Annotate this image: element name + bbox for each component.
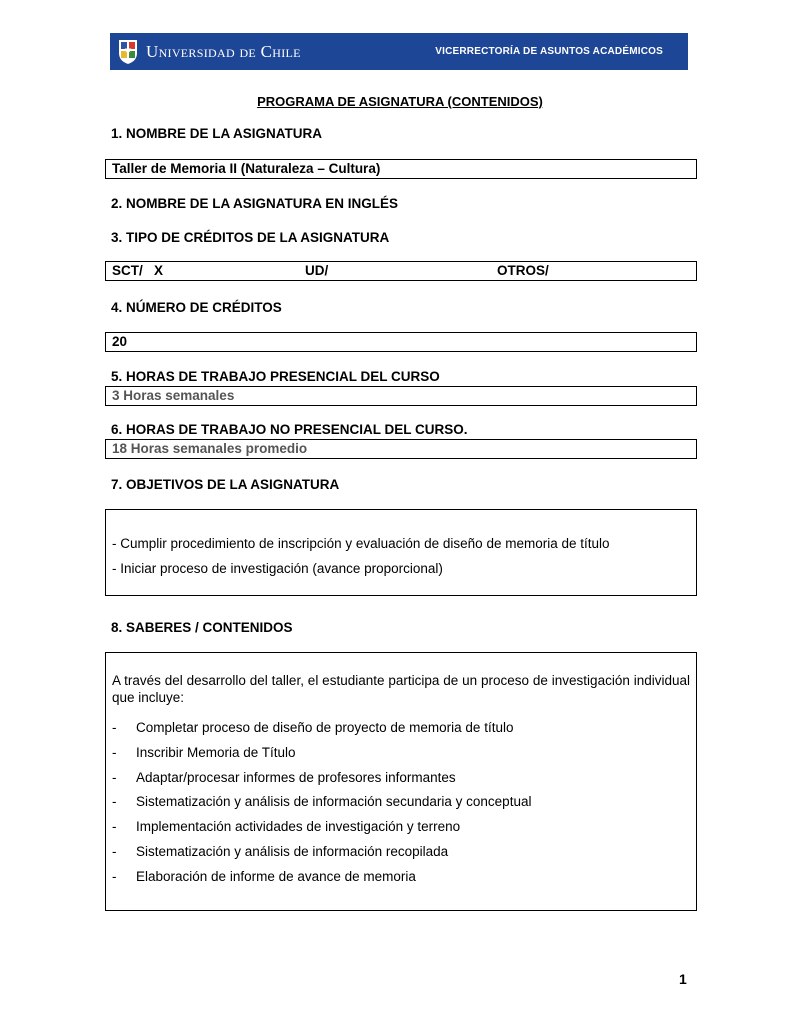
credit-type-ud: UD/ <box>305 263 329 278</box>
section-4-heading: 4. NÚMERO DE CRÉDITOS <box>111 300 282 315</box>
section-3-heading: 3. TIPO DE CRÉDITOS DE LA ASIGNATURA <box>111 230 390 245</box>
content-item: - Elaboración de informe de avance de memoria <box>112 869 416 884</box>
content-item: - Completar proceso de diseño de proyecto de memoria de título <box>112 720 514 735</box>
vicerrectoria-label: VICERRECTORÍA DE ASUNTOS ACADÉMICOS <box>435 46 663 57</box>
presential-hours-box <box>105 386 697 406</box>
credit-type-box <box>105 261 697 281</box>
course-name-value: Taller de Memoria II (Naturaleza – Cultura) <box>112 161 381 176</box>
contents-intro: A través del desarrollo del taller, el estudiante participa de un proceso de investigación individual que incluye: <box>112 673 690 705</box>
credits-number-box <box>105 332 697 352</box>
objective-item: - Cumplir procedimiento de inscripción y evaluación de diseño de memoria de título <box>112 536 610 551</box>
credit-type-sct: SCT/ X <box>112 263 164 278</box>
content-item: - Implementación actividades de investigación y terreno <box>112 819 461 834</box>
objective-item: - Iniciar proceso de investigación (avance proporcional) <box>112 561 443 576</box>
page-number: 1 <box>679 971 687 987</box>
presential-hours-value: 3 Horas semanales <box>112 388 235 403</box>
content-item: - Sistematización y análisis de información secundaria y conceptual <box>112 794 532 809</box>
section-6-heading: 6. HORAS DE TRABAJO NO PRESENCIAL DEL CURSO. <box>111 422 468 437</box>
section-7-heading: 7. OBJETIVOS DE LA ASIGNATURA <box>111 477 340 492</box>
non-presential-hours-box <box>105 439 697 459</box>
contents-box <box>105 652 697 911</box>
credit-type-otros: OTROS/ <box>497 263 549 278</box>
document-title: PROGRAMA DE ASIGNATURA (CONTENIDOS) <box>257 94 543 109</box>
section-1-heading: 1. NOMBRE DE LA ASIGNATURA <box>111 126 323 141</box>
header-banner <box>110 33 688 70</box>
section-2-heading: 2. NOMBRE DE LA ASIGNATURA EN INGLÉS <box>111 196 399 211</box>
content-item: - Inscribir Memoria de Título <box>112 745 296 760</box>
non-presential-hours-value: 18 Horas semanales promedio <box>112 441 308 456</box>
section-5-heading: 5. HORAS DE TRABAJO PRESENCIAL DEL CURSO <box>111 369 440 384</box>
university-crest-icon <box>116 37 140 66</box>
university-name: Universidad de Chile <box>146 42 301 61</box>
content-item: - Adaptar/procesar informes de profesores informantes <box>112 770 456 785</box>
section-8-heading: 8. SABERES / CONTENIDOS <box>111 620 293 635</box>
course-name-box <box>105 159 697 179</box>
objectives-box <box>105 509 697 596</box>
content-item: - Sistematización y análisis de información recopilada <box>112 844 449 859</box>
credits-number-value: 20 <box>112 334 128 349</box>
